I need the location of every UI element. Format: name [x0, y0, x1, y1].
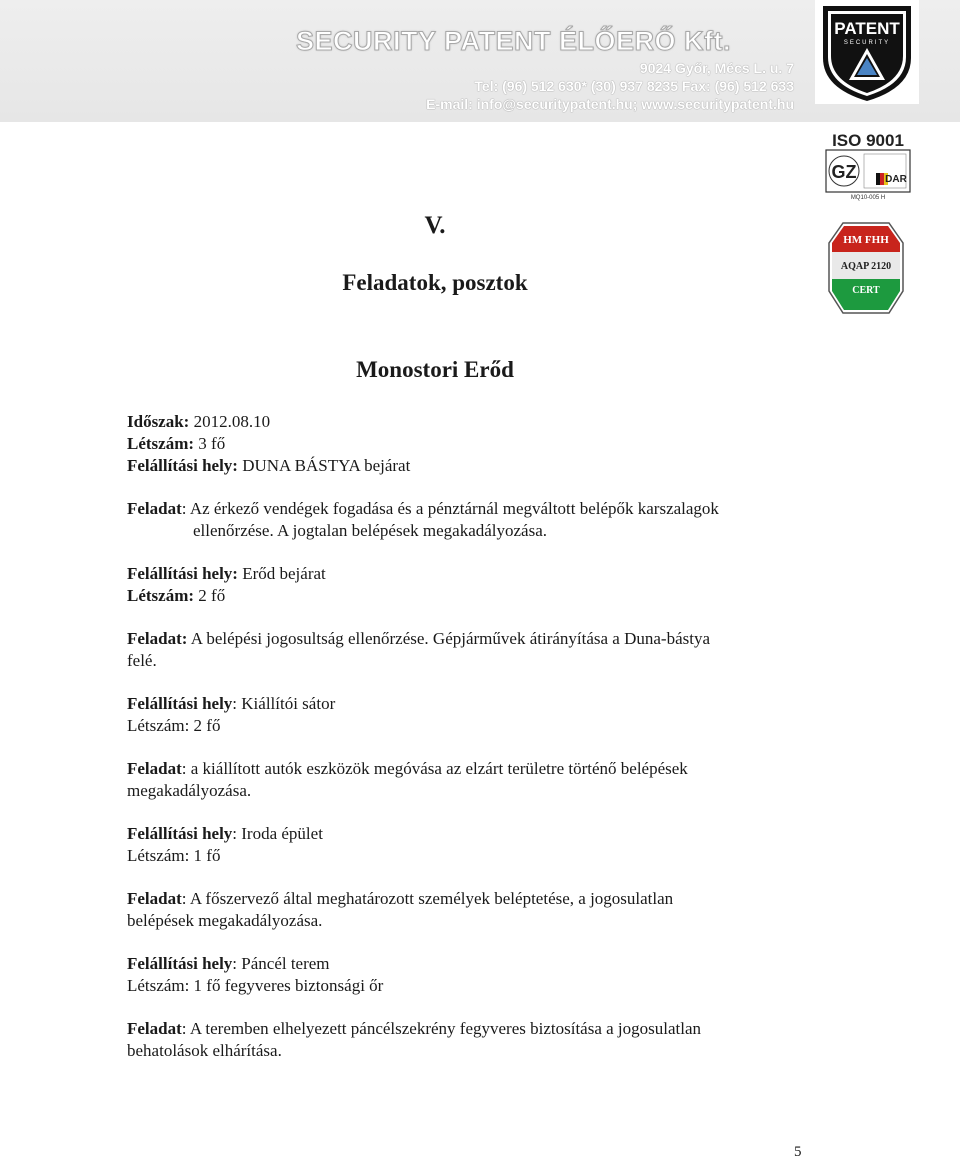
place-value: DUNA BÁSTYA bejárat — [237, 456, 411, 475]
place-label: Felállítási hely — [127, 824, 233, 843]
place-value: : Iroda épület — [232, 824, 323, 843]
task-line-1b: ellenőrzése. A jogtalan belépések megakadályozása. — [193, 521, 548, 540]
task-text: : a kiállított autók eszközök megóvása az elzárt területre történő belépések — [181, 759, 688, 778]
place-label: Felállítási hely: — [127, 456, 238, 475]
count-line-4: Létszám: 1 fő — [127, 846, 221, 865]
task-label: Feladat — [127, 889, 182, 908]
company-email: E-mail: info@securitypatent.hu; www.securitypatent.hu — [426, 96, 794, 112]
place-label: Felállítási hely — [127, 694, 233, 713]
aqap-cert-logo — [827, 221, 905, 315]
iso-9001-logo — [824, 130, 912, 202]
task-label: Feladat — [127, 499, 182, 518]
svg-text:CERT: CERT — [852, 285, 880, 296]
task-line-2a — [127, 628, 710, 650]
task-label: Feladat: — [127, 629, 188, 648]
place-value: : Páncél terem — [232, 954, 330, 973]
task-text: A belépési jogosultság ellenőrzése. Gépjárművek átirányítása a Duna-bástya — [187, 629, 711, 648]
count-line-2 — [127, 585, 225, 607]
svg-text:DAR: DAR — [885, 174, 907, 185]
svg-text:ISO 9001: ISO 9001 — [832, 131, 904, 150]
svg-text:HM FHH: HM FHH — [843, 234, 889, 246]
company-name: SECURITY PATENT ÉLŐERŐ Kft. — [296, 26, 732, 56]
page-number: 5 — [794, 1144, 802, 1160]
task-text: : Az érkező vendégek fogadása és a pénztárnál megváltott belépők karszalagok — [181, 499, 719, 518]
task-label: Feladat — [127, 759, 182, 778]
place-label: Felállítási hely: — [127, 564, 238, 583]
task-text: : A teremben elhelyezett páncélszekrény fegyveres biztosítása a jogosulatlan — [181, 1019, 702, 1038]
place-line-1 — [127, 455, 410, 477]
svg-text:AQAP 2120: AQAP 2120 — [840, 261, 892, 272]
count-line-3: Létszám: 2 fő — [127, 716, 221, 735]
place-line-2 — [127, 563, 326, 585]
count-label: Létszám: — [127, 434, 195, 453]
place-line-3 — [127, 693, 335, 715]
company-address: 9024 Győr, Mécs L. u. 7 — [639, 60, 794, 76]
section-number: V. — [424, 212, 446, 239]
count-line-1 — [127, 433, 225, 455]
period-label: Időszak: — [127, 412, 190, 431]
svg-text:MQ10-005 H: MQ10-005 H — [850, 195, 886, 201]
count-value: 2 fő — [194, 586, 226, 605]
task-line-2b: felé. — [127, 651, 157, 670]
task-text: : A főszervező által meghatározott személyek beléptetése, a jogosulatlan — [181, 889, 674, 908]
task-line-5a — [127, 1018, 701, 1040]
place-value: Erőd bejárat — [237, 564, 326, 583]
count-value: 3 fő — [194, 434, 226, 453]
location-title: Monostori Erőd — [356, 357, 514, 382]
task-line-5b: behatolások elhárítása. — [127, 1041, 282, 1060]
svg-text:PATENT: PATENT — [834, 19, 900, 38]
task-label: Feladat — [127, 1019, 182, 1038]
task-line-4b: belépések megakadályozása. — [127, 911, 323, 930]
svg-text:SECURITY: SECURITY — [843, 40, 891, 46]
task-line-3a — [127, 758, 688, 780]
section-title: Feladatok, posztok — [342, 270, 528, 295]
svg-text:GZ: GZ — [831, 162, 857, 182]
count-line-5: Létszám: 1 fő fegyveres biztonsági őr — [127, 976, 384, 995]
period-line — [127, 411, 270, 433]
place-label: Felállítási hely — [127, 954, 233, 973]
place-line-5 — [127, 953, 330, 975]
task-line-1a — [127, 498, 719, 520]
period-value: 2012.08.10 — [189, 412, 271, 431]
company-phone: Tel: (96) 512 630* (30) 937 8235 Fax: (96) 512 633 — [474, 78, 794, 94]
patent-logo — [815, 0, 919, 104]
count-label: Létszám: — [127, 586, 195, 605]
place-line-4 — [127, 823, 323, 845]
task-line-4a — [127, 888, 673, 910]
place-value: : Kiállítói sátor — [232, 694, 336, 713]
task-line-3b: megakadályozása. — [127, 781, 252, 800]
